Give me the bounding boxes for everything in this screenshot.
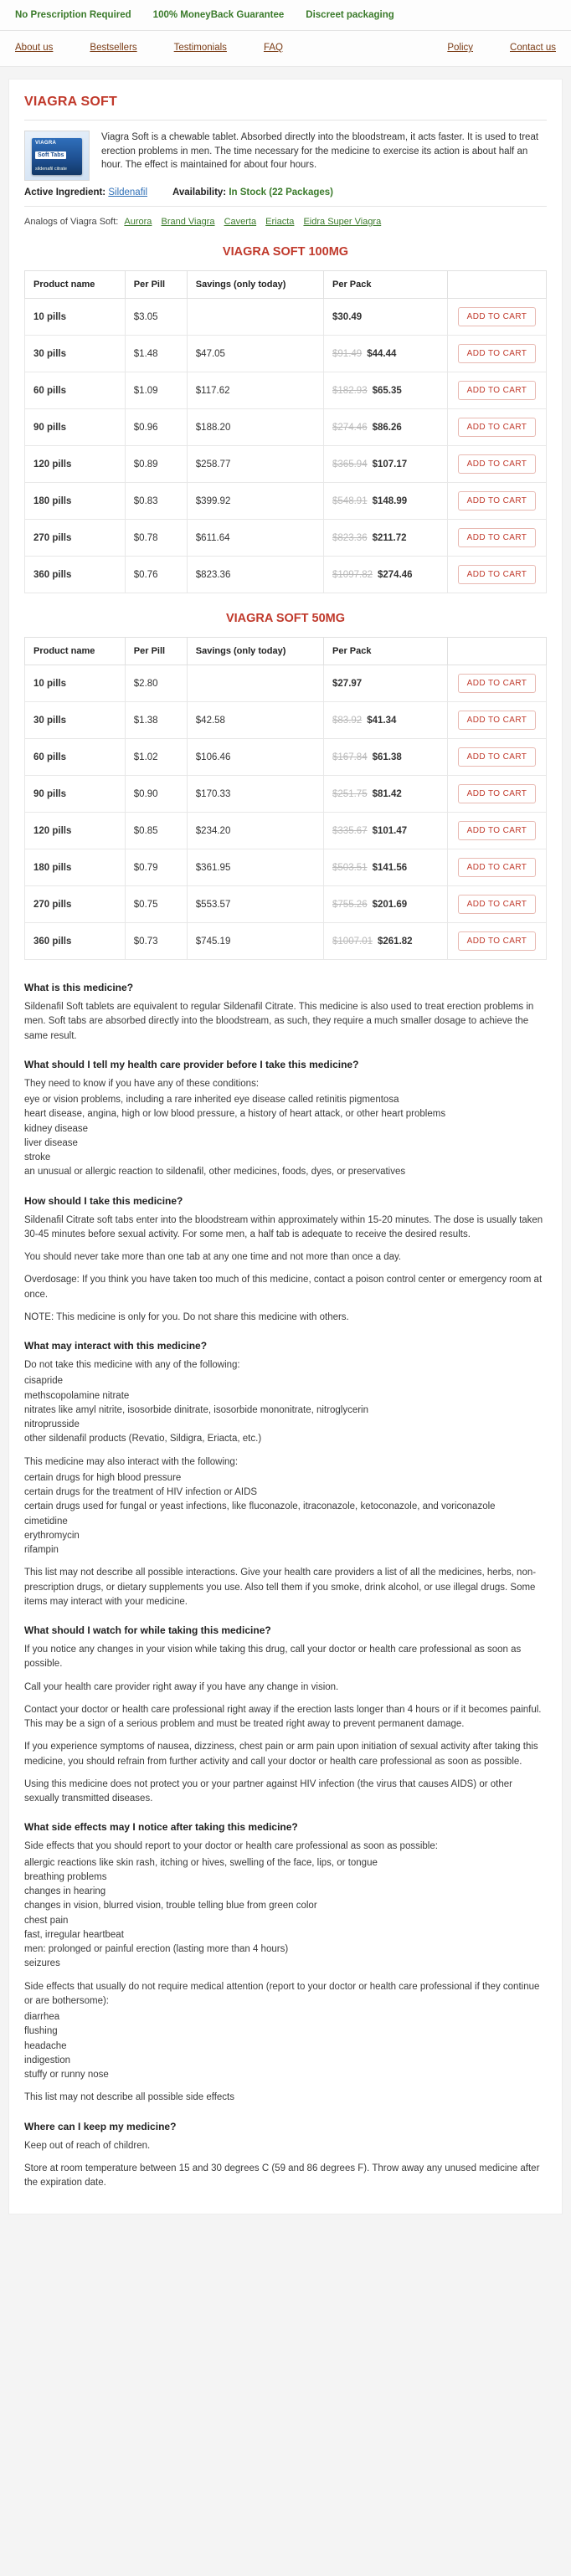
table-header-row — [25, 271, 547, 299]
cell-per-pill: $1.02 — [125, 739, 187, 776]
list-item: allergic reactions like skin rash, itching or hives, swelling of the face, lips, or tongue — [24, 1857, 378, 1868]
list-item: erythromycin — [24, 1530, 80, 1541]
cell-per-pack — [324, 849, 448, 886]
price-table-50mg — [24, 637, 547, 960]
current-price: $274.46 — [377, 569, 413, 580]
current-price: $30.49 — [332, 311, 363, 322]
faq-answer-4-list2 — [24, 1471, 547, 1558]
current-price: $261.82 — [377, 936, 413, 947]
faq-question-5: What should I watch for while taking this medicine? — [24, 1624, 271, 1636]
cell-savings: $553.57 — [187, 886, 323, 923]
cell-savings: $106.46 — [187, 739, 323, 776]
faq-question-6: What side effects may I notice after taking this medicine? — [24, 1821, 298, 1834]
active-ingredient-label: Active Ingredient: — [24, 187, 106, 198]
cell-product-name: 270 pills — [25, 520, 126, 557]
list-item: cimetidine — [24, 1516, 68, 1527]
faq-answer-4-note: This list may not describe all possible interactions. Give your health care providers a list of all the medicines, herbs, non-prescription drugs, or dietary supplements you use. Also tell them if you smoke, drink alcohol, or use illegal drugs. Some items may interact with your medicine. — [24, 1568, 537, 1607]
cell-per-pack — [324, 409, 448, 446]
nav-link-testimonials[interactable]: Testimonials — [173, 43, 227, 53]
list-item: nitrates like amyl nitrite, isosorbide dinitrate, isosorbide mononitrate, nitroglycerin — [24, 1404, 368, 1415]
old-price: $167.84 — [332, 752, 368, 762]
old-price: $365.94 — [332, 459, 368, 470]
analogs-label: Analogs of Viagra Soft: — [24, 217, 119, 227]
package-label-form: Soft Tabs — [35, 151, 66, 159]
col-savings: Savings (only today) — [187, 638, 323, 665]
cell-action — [448, 336, 547, 372]
cell-per-pill: $2.80 — [125, 665, 187, 702]
old-price: $823.36 — [332, 532, 368, 543]
cell-product-name: 120 pills — [25, 446, 126, 483]
faq-question-4: What may interact with this medicine? — [24, 1340, 208, 1352]
add-to-cart-button[interactable]: ADD TO CART — [458, 344, 537, 363]
cell-savings: $234.20 — [187, 813, 323, 849]
table-row — [25, 520, 547, 557]
list-item: stuffy or runny nose — [24, 2070, 109, 2080]
add-to-cart-button[interactable]: ADD TO CART — [458, 307, 537, 326]
price-table-100mg — [24, 270, 547, 593]
promo-item-2: Discreet packaging — [306, 10, 394, 20]
col-action — [448, 638, 547, 665]
current-price: $148.99 — [372, 495, 408, 506]
cell-per-pill: $0.89 — [125, 446, 187, 483]
old-price: $755.26 — [332, 899, 368, 910]
active-ingredient-group — [24, 187, 147, 198]
col-per-pill: Per Pill — [125, 271, 187, 299]
cell-per-pack — [324, 299, 448, 336]
current-price: $201.69 — [372, 899, 408, 910]
cell-savings: $361.95 — [187, 849, 323, 886]
table-row — [25, 923, 547, 960]
cell-per-pack — [324, 739, 448, 776]
list-item: stroke — [24, 1152, 51, 1162]
current-price: $81.42 — [372, 788, 402, 799]
old-price: $335.67 — [332, 825, 368, 836]
cell-action — [448, 446, 547, 483]
current-price: $27.97 — [332, 678, 363, 689]
cell-per-pill: $0.73 — [125, 923, 187, 960]
faq-answer-6-list — [24, 1856, 547, 1972]
faq-answer-6-intro2: Side effects that usually do not require medical attention (report to your doctor or health care professional if they continue or are bothersome): — [24, 1981, 540, 2006]
cell-product-name: 270 pills — [25, 886, 126, 923]
list-item: chest pain — [24, 1915, 69, 1926]
add-to-cart-button[interactable]: ADD TO CART — [458, 821, 537, 840]
faq-answer-7-p2: Store at room temperature between 15 and 30 degrees C (59 and 86 degrees F). Throw away any unused medicine after the expiration date. — [24, 2163, 540, 2188]
promo-item-1: 100% MoneyBack Guarantee — [152, 10, 285, 20]
page-title: VIAGRA SOFT — [24, 95, 117, 109]
list-item: other sildenafil products (Revatio, Sildigra, Eriacta, etc.) — [24, 1434, 262, 1445]
list-item: kidney disease — [24, 1123, 89, 1134]
promo-bar — [0, 0, 571, 31]
faq-answer-5-p2: Call your health care provider right away if you have any change in vision. — [24, 1681, 339, 1692]
old-price: $83.92 — [332, 715, 363, 726]
col-action — [448, 271, 547, 299]
analog-link-aurora[interactable]: Aurora — [124, 217, 152, 227]
old-price: $548.91 — [332, 495, 368, 506]
cell-per-pill: $3.05 — [125, 299, 187, 336]
cell-product-name: 60 pills — [25, 739, 126, 776]
add-to-cart-button[interactable]: ADD TO CART — [458, 454, 537, 474]
cell-per-pack — [324, 446, 448, 483]
package-label-brand: VIAGRA — [35, 141, 57, 146]
cell-savings: $823.36 — [187, 557, 323, 593]
cell-action — [448, 483, 547, 520]
faq-answer-7-p1: Keep out of reach of children. — [24, 2140, 151, 2151]
cell-product-name: 30 pills — [25, 336, 126, 372]
current-price: $65.35 — [372, 385, 402, 396]
cell-savings: $258.77 — [187, 446, 323, 483]
current-price: $61.38 — [372, 752, 402, 762]
cell-product-name: 10 pills — [25, 665, 126, 702]
cell-savings: $188.20 — [187, 409, 323, 446]
faq-answer-1: Sildenafil Soft tablets are equivalent to regular Sildenafil Citrate. This medicine is also used to treat erection problems in men. Soft tabs are absorbed directly into the bloodstream, as such, they require a much smaller dosage to achieve the same result. — [24, 1002, 534, 1041]
cell-per-pack — [324, 336, 448, 372]
current-price: $44.44 — [367, 348, 397, 359]
table-row — [25, 776, 547, 813]
table-row — [25, 372, 547, 409]
package-box — [32, 138, 82, 175]
cell-action — [448, 409, 547, 446]
dosage-title-50mg: VIAGRA SOFT 50MG — [225, 612, 346, 625]
cell-savings: $47.05 — [187, 336, 323, 372]
cell-per-pill: $0.75 — [125, 886, 187, 923]
old-price: $91.49 — [332, 348, 363, 359]
cell-per-pill: $0.90 — [125, 776, 187, 813]
table-row — [25, 813, 547, 849]
table-row — [25, 336, 547, 372]
add-to-cart-button[interactable]: ADD TO CART — [458, 674, 537, 693]
cell-per-pack — [324, 702, 448, 739]
current-price: $141.56 — [372, 862, 408, 873]
product-description: Viagra Soft is a chewable tablet. Absorbed directly into the bloodstream, it acts faster. It is used to treat erection problems in men. The time necessary for the medicine to exercise its action is about half an hour. The effect is maintained for about four hours. — [101, 132, 539, 171]
list-item: eye or vision problems, including a rare inherited eye disease called retinitis pigmentosa — [24, 1095, 399, 1105]
cell-action — [448, 813, 547, 849]
cell-product-name: 120 pills — [25, 813, 126, 849]
analog-link-extra-super-viagra[interactable]: Eidra Super Viagra — [303, 217, 382, 227]
add-to-cart-button[interactable]: ADD TO CART — [458, 747, 537, 767]
product-meta — [24, 187, 547, 198]
cell-per-pill: $1.09 — [125, 372, 187, 409]
price-table-50mg-body — [25, 665, 547, 960]
faq-section — [24, 982, 547, 2190]
faq-answer-3-p2: You should never take more than one tab at any one time and not more than once a day. — [24, 1252, 402, 1262]
cell-action — [448, 557, 547, 593]
faq-answer-6-note: This list may not describe all possible side effects — [24, 2092, 234, 2103]
faq-answer-3-note: NOTE: This medicine is only for you. Do not share this medicine with others. — [24, 1311, 349, 1322]
cell-product-name: 90 pills — [25, 409, 126, 446]
cell-per-pill: $1.38 — [125, 702, 187, 739]
cell-product-name: 360 pills — [25, 557, 126, 593]
add-to-cart-button[interactable]: ADD TO CART — [458, 931, 537, 951]
analog-link-brand-viagra[interactable]: Brand Viagra — [161, 217, 215, 227]
add-to-cart-button[interactable]: ADD TO CART — [458, 895, 537, 914]
list-item: changes in hearing — [24, 1886, 106, 1896]
faq-answer-2-list — [24, 1093, 547, 1180]
cell-savings: $117.62 — [187, 372, 323, 409]
cell-action — [448, 372, 547, 409]
faq-question-7: Where can I keep my medicine? — [24, 2120, 177, 2132]
analog-link-eriacta[interactable]: Eriacta — [265, 217, 295, 227]
availability-group — [172, 187, 333, 198]
cell-product-name: 30 pills — [25, 702, 126, 739]
faq-answer-3-p1: Sildenafil Citrate soft tabs enter into the bloodstream within approximately within 15-20 minutes. The dose is usually taken 30-45 minutes before sexual activity. For some men, a half tab is adequate to receive the desired results. — [24, 1214, 543, 1239]
content-card — [8, 79, 563, 2214]
old-price: $251.75 — [332, 788, 368, 799]
add-to-cart-button[interactable]: ADD TO CART — [458, 565, 537, 584]
list-item: liver disease — [24, 1137, 78, 1148]
cell-action — [448, 739, 547, 776]
availability-label: Availability: — [172, 187, 227, 198]
old-price: $503.51 — [332, 862, 368, 873]
table-row — [25, 739, 547, 776]
list-item: diarrhea — [24, 2012, 60, 2022]
list-item: fast, irregular heartbeat — [24, 1929, 124, 1940]
faq-question-2: What should I tell my health care provider before I take this medicine? — [24, 1058, 359, 1070]
list-item: indigestion — [24, 2055, 70, 2065]
current-price: $211.72 — [372, 532, 407, 543]
nav-link-about-us[interactable]: About us — [15, 43, 54, 53]
availability-value: In Stock (22 Packages) — [229, 187, 333, 198]
col-per-pack: Per Pack — [324, 638, 448, 665]
cell-per-pack — [324, 483, 448, 520]
faq-answer-4-intro2: This medicine may also interact with the following: — [24, 1456, 239, 1467]
cell-per-pill: $0.79 — [125, 849, 187, 886]
cell-action — [448, 520, 547, 557]
list-item: heart disease, angina, high or low blood pressure, a history of heart attack, or other heart problems — [24, 1109, 446, 1120]
cell-per-pack — [324, 665, 448, 702]
active-ingredient-link[interactable]: Sildenafil — [108, 187, 148, 198]
faq-answer-6-intro: Side effects that you should report to your doctor or health care professional as soon as possible: — [24, 1841, 438, 1852]
faq-question-1: What is this medicine? — [24, 982, 134, 993]
faq-answer-4-list — [24, 1374, 547, 1446]
faq-answer-5-p3: Contact your doctor or health care professional right away if the erection lasts longer than 4 hours or if it becomes painful. This may be a sign of a serious problem and must be treated right away to prevent permanent damage. — [24, 1704, 542, 1729]
promo-item-0: No Prescription Required — [15, 10, 131, 20]
analogs-row — [24, 217, 547, 227]
package-label-ingredient: sildenafil citrate — [35, 167, 67, 172]
table-row — [25, 702, 547, 739]
table-row — [25, 665, 547, 702]
col-per-pack: Per Pack — [324, 271, 448, 299]
list-item: flushing — [24, 2026, 58, 2037]
col-product-name: Product name — [25, 271, 126, 299]
table-row — [25, 886, 547, 923]
meta-divider — [24, 206, 547, 207]
nav-link-contact-us[interactable]: Contact us — [510, 43, 556, 53]
cell-savings: $611.64 — [187, 520, 323, 557]
list-item: methscopolamine nitrate — [24, 1390, 130, 1401]
list-item: certain drugs used for fungal or yeast infections, like fluconazole, itraconazole, ketoconazole, and voriconazole — [24, 1501, 496, 1512]
cell-per-pack — [324, 520, 448, 557]
cell-per-pill: $0.83 — [125, 483, 187, 520]
current-price: $86.26 — [372, 422, 402, 433]
faq-answer-6-list2 — [24, 2010, 547, 2082]
faq-answer-5-p4: If you experience symptoms of nausea, dizziness, chest pain or arm pain upon initiation of sexual activity after taking this medicine, you should refrain from further activity and call your doctor or health care professional as soon as possible. — [24, 1742, 538, 1767]
faq-answer-3-overdosage: Overdosage: If you think you have taken too much of this medicine, contact a poison control center or emergency room at once. — [24, 1275, 543, 1300]
table-row — [25, 849, 547, 886]
old-price: $274.46 — [332, 422, 368, 433]
cell-per-pill: $0.78 — [125, 520, 187, 557]
cell-action — [448, 702, 547, 739]
cell-per-pack — [324, 557, 448, 593]
list-item: men: prolonged or painful erection (lasting more than 4 hours) — [24, 1944, 289, 1954]
current-price: $107.17 — [372, 459, 408, 470]
faq-answer-5-p5: Using this medicine does not protect you or your partner against HIV infection (the virus that causes AIDS) or other sexually transmitted diseases. — [24, 1778, 512, 1804]
nav-link-bestsellers[interactable]: Bestsellers — [90, 43, 137, 53]
list-item: certain drugs for high blood pressure — [24, 1472, 182, 1483]
list-item: cisapride — [24, 1376, 64, 1387]
analog-link-caverta[interactable]: Caverta — [224, 217, 257, 227]
current-price: $101.47 — [372, 825, 408, 836]
cell-action — [448, 665, 547, 702]
cell-product-name: 360 pills — [25, 923, 126, 960]
list-item: breathing problems — [24, 1871, 107, 1882]
cell-savings: $170.33 — [187, 776, 323, 813]
nav-spacer — [320, 43, 447, 53]
cell-action — [448, 776, 547, 813]
list-item: changes in vision, blurred vision, trouble telling blue from green color — [24, 1901, 317, 1911]
cell-per-pill: $0.76 — [125, 557, 187, 593]
cell-per-pill: $0.96 — [125, 409, 187, 446]
cell-savings — [187, 665, 323, 702]
cell-per-pill: $1.48 — [125, 336, 187, 372]
cell-per-pack — [324, 923, 448, 960]
table-row — [25, 483, 547, 520]
faq-answer-5-p1: If you notice any changes in your vision while taking this drug, call your doctor or health care professional as soon as possible. — [24, 1645, 522, 1670]
list-item: headache — [24, 2040, 67, 2051]
add-to-cart-button[interactable]: ADD TO CART — [458, 711, 537, 730]
main-nav — [0, 31, 571, 67]
current-price: $41.34 — [367, 715, 397, 726]
table-header-row — [25, 638, 547, 665]
add-to-cart-button[interactable]: ADD TO CART — [458, 784, 537, 803]
product-package-image — [24, 131, 90, 181]
cell-product-name: 180 pills — [25, 483, 126, 520]
old-price: $1097.82 — [332, 569, 373, 580]
cell-action — [448, 923, 547, 960]
cell-action — [448, 849, 547, 886]
cell-product-name: 10 pills — [25, 299, 126, 336]
cell-action — [448, 886, 547, 923]
title-divider — [24, 120, 547, 121]
table-row — [25, 299, 547, 336]
table-row — [25, 446, 547, 483]
table-row — [25, 409, 547, 446]
cell-action — [448, 299, 547, 336]
dosage-title-100mg: VIAGRA SOFT 100MG — [222, 245, 349, 259]
cell-savings — [187, 299, 323, 336]
add-to-cart-button[interactable]: ADD TO CART — [458, 381, 537, 400]
cell-product-name: 180 pills — [25, 849, 126, 886]
cell-savings: $399.92 — [187, 483, 323, 520]
list-item: certain drugs for the treatment of HIV infection or AIDS — [24, 1487, 258, 1497]
cell-per-pack — [324, 813, 448, 849]
table-row — [25, 557, 547, 593]
list-item: an unusual or allergic reaction to sildenafil, other medicines, foods, dyes, or preservatives — [24, 1167, 406, 1178]
cell-per-pack — [324, 372, 448, 409]
cell-per-pack — [324, 886, 448, 923]
cell-product-name: 90 pills — [25, 776, 126, 813]
old-price: $1007.01 — [332, 936, 373, 947]
cell-savings: $745.19 — [187, 923, 323, 960]
faq-answer-2-intro: They need to know if you have any of these conditions: — [24, 1078, 260, 1089]
add-to-cart-button[interactable]: ADD TO CART — [458, 528, 537, 547]
col-product-name: Product name — [25, 638, 126, 665]
list-item: rifampin — [24, 1545, 59, 1555]
faq-answer-4-intro: Do not take this medicine with any of the following: — [24, 1360, 240, 1370]
cell-product-name: 60 pills — [25, 372, 126, 409]
col-per-pill: Per Pill — [125, 638, 187, 665]
product-intro — [24, 131, 547, 181]
faq-question-3: How should I take this medicine? — [24, 1194, 183, 1207]
add-to-cart-button[interactable]: ADD TO CART — [458, 491, 537, 511]
price-table-100mg-body — [25, 299, 547, 593]
add-to-cart-button[interactable]: ADD TO CART — [458, 858, 537, 877]
nav-link-policy[interactable]: Policy — [447, 43, 474, 53]
add-to-cart-button[interactable]: ADD TO CART — [458, 418, 537, 437]
old-price: $182.93 — [332, 385, 368, 396]
list-item: seizures — [24, 1958, 60, 1969]
cell-per-pill: $0.85 — [125, 813, 187, 849]
cell-per-pack — [324, 776, 448, 813]
col-savings: Savings (only today) — [187, 271, 323, 299]
nav-link-faq[interactable]: FAQ — [263, 43, 283, 53]
list-item: nitroprusside — [24, 1419, 80, 1429]
cell-savings: $42.58 — [187, 702, 323, 739]
